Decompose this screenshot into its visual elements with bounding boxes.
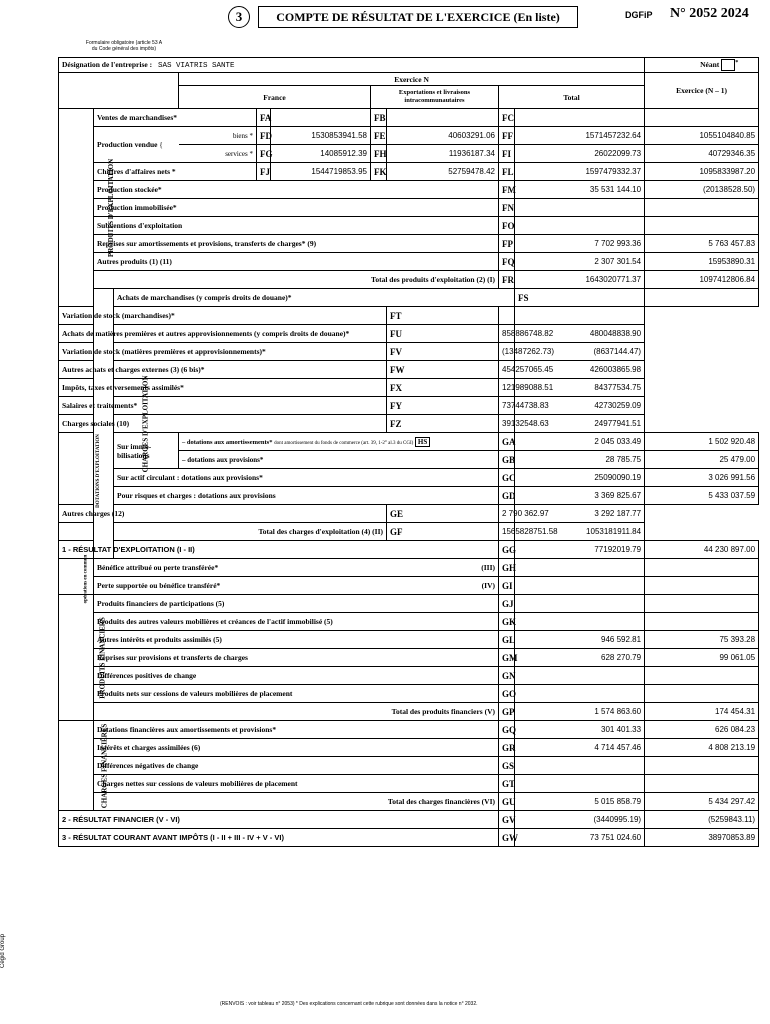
table-row: PRODUITS D'EXPLOITATION Ventes de marchandises* FA FB FC <box>59 109 759 127</box>
footer-note: (RENVOIS : voir tableau n° 2053) * Des explications concernant cette rubrique sont données dans la notice n° 2032. <box>220 1001 478 1007</box>
dotation-amortissements-label: – dotations aux amortissements* <box>182 438 273 446</box>
table-row: Charges sociales (10) FZ 39132548.63 24977941.51 <box>59 415 759 433</box>
total-row: Total des produits d'exploitation (2) (I) FR 1643020771.37 1097412806.84 <box>59 271 759 289</box>
legal-note <box>64 40 184 52</box>
table-row: Variation de stock (matières premières et approvisionnements)* FV (13487262.73) (8637144.47) <box>59 343 759 361</box>
category-produits-exploitation: PRODUITS D'EXPLOITATION <box>59 109 94 307</box>
designation-label: Désignation de l'entreprise : <box>62 60 153 69</box>
table-row: Salaires et traitements* FY 73744738.83 42730259.09 <box>59 397 759 415</box>
hs-code: HS <box>415 437 430 447</box>
table-row: Intérêts et charges assimilées (6) GR 4 714 457.46 4 808 213.19 <box>59 739 759 757</box>
neant-star: * <box>735 58 739 66</box>
category-operations-commun: opérations en commun <box>59 559 94 595</box>
form-number: N° 2052 2024 <box>670 6 749 21</box>
table-row: DOTATIONS D'EXPLOITATION Sur immo- bilisations – dotations aux amortissements* dont amortissement du fonds de commerce (art. 39, 1-2° al.3 du CGI) HS GA 2 045 033.49 1 502 920.48 <box>59 433 759 451</box>
table-row: CHARGES FINANCIÈRES Dotations financières aux amortissements et provisions* GQ 301 401.33 626 084.23 <box>59 721 759 739</box>
category-charges-exploitation: CHARGES D'EXPLOITATION <box>94 289 114 559</box>
neant-label: Néant <box>700 60 720 70</box>
table-row: Production immobilisée* FN <box>59 199 759 217</box>
table-row: Variation de stock (marchandises)* FT <box>59 307 759 325</box>
table-row: Autres intérêts et produits assimilés (5) GL 946 592.81 75 393.28 <box>59 631 759 649</box>
production-vendue-label: Production vendue { <box>94 127 179 163</box>
form-header <box>0 4 770 30</box>
category-produits-financiers: PRODUITS FINANCIERS <box>59 595 94 721</box>
result-row: 3 - RÉSULTAT COURANT AVANT IMPÔTS (I - II + III - IV + V - VI) GW 73 751 024.60 38970853.89 <box>59 829 759 847</box>
total-row: Total des charges d'exploitation (4) (II) GF 1565828751.58 1053181911.84 <box>59 523 759 541</box>
exercice-n-header: Exercice N <box>179 73 645 86</box>
table-row: Produits nets sur cessions de valeurs mobilières de placement GO <box>59 685 759 703</box>
table-row: Autres achats et charges externes (3) (6 bis)* FW 454257065.45 426003865.98 <box>59 361 759 379</box>
table-row: Autres charges (12) GE 2 790 362.97 3 292 187.77 <box>59 505 759 523</box>
table-row: Production stockée* FM 35 531 144.10 (20138528.50) <box>59 181 759 199</box>
row-label: Ventes de marchandises* <box>94 109 257 127</box>
table-row: Autres produits (1) (11) FQ 2 307 301.54 15953890.31 <box>59 253 759 271</box>
table-row: Reprises sur provisions et transferts de charges GM 628 270.79 99 061.05 <box>59 649 759 667</box>
designation-row <box>59 58 759 73</box>
fonds-commerce-note: dont amortissement du fonds de commerce (art. 39, 1-2° al.3 du CGI) <box>274 440 414 446</box>
previous-year-header: Exercice (N – 1) <box>645 73 759 109</box>
dgfip-logo: DGFiP <box>625 10 653 20</box>
table-row: Charges nettes sur cessions de valeurs mobilières de placement GT <box>59 775 759 793</box>
result-row: 2 - RÉSULTAT FINANCIER (V - VI) GV (3440995.19) (5259843.11) <box>59 811 759 829</box>
table-row: – dotations aux provisions* GB 28 785.75 25 479.00 <box>59 451 759 469</box>
table-row: PRODUITS FINANCIERS Produits financiers de participations (5) GJ <box>59 595 759 613</box>
table-row: Achats de matières premières et autres approvisionnements (y compris droits de douane)* FU 858886748.82 480048838.90 <box>59 325 759 343</box>
table-row: Subventions d'exploitation FO <box>59 217 759 235</box>
total-row: Total des charges financières (VI) GU 5 015 858.79 5 434 297.42 <box>59 793 759 811</box>
legal-note-line-1: Formulaire obligatoire (article 53 A <box>85 40 163 46</box>
table-row: Différences positives de change GN <box>59 667 759 685</box>
sur-immobilisations-label: Sur immo- bilisations <box>114 433 179 469</box>
table-row: opérations en commun Bénéfice attribué ou perte transférée* (III) GH <box>59 559 759 577</box>
table-row: Reprises sur amortissements et provisions, transferts de charges* (9) FP 7 702 993.36 5 763 457.83 <box>59 235 759 253</box>
company-name: SAS VIATRIS SANTE <box>157 62 235 70</box>
table-row: Différences négatives de change GS <box>59 757 759 775</box>
column-header-row-1 <box>59 73 759 86</box>
france-header: France <box>179 86 371 109</box>
table-row: Impôts, taxes et versements assimilés* FX 121989088.51 84377534.75 <box>59 379 759 397</box>
category-dotations: DOTATIONS D'EXPLOITATION <box>59 433 94 505</box>
table-row: Production vendue { biens * FD 1530853941.58 FE 40603291.06 FF 1571457232.64 1055104840.85 <box>59 127 759 145</box>
table-row: services * FG 14085912.39 FH 11936187.34 FI 26022099.73 40729346.35 <box>59 145 759 163</box>
category-charges-financieres: CHARGES FINANCIÈRES <box>59 721 94 811</box>
table-row: Produits des autres valeurs mobilières et créances de l'actif immobilisé (5) GK <box>59 613 759 631</box>
income-statement-table <box>58 57 759 847</box>
cegid-brand: Cegid Group <box>0 933 6 968</box>
table-row: Pour risques et charges : dotations aux provisions GD 3 369 825.67 5 433 037.59 <box>59 487 759 505</box>
export-header: Exportations et livraisons intracommunautaires <box>371 86 499 109</box>
table-row: Chiffres d'affaires nets * FJ 1544719853.95 FK 52759478.42 FL 1597479332.37 1095833987.20 <box>59 163 759 181</box>
neant-checkbox[interactable] <box>721 59 735 71</box>
result-row: 1 - RÉSULTAT D'EXPLOITATION (I - II) GG 77192019.79 44 230 897.00 <box>59 541 759 559</box>
total-header: Total <box>499 86 645 109</box>
table-row: Sur actif circulant : dotations aux provisions* GC 25090090.19 3 026 991.56 <box>59 469 759 487</box>
form-sequence-number: 3 <box>228 6 250 28</box>
page-title: COMPTE DE RÉSULTAT DE L'EXERCICE (En liste) <box>258 6 578 28</box>
legal-note-line-2: du Code général des impôts) <box>91 46 157 52</box>
table-row: Perte supportée ou bénéfice transféré* (IV) GI <box>59 577 759 595</box>
table-row: CHARGES D'EXPLOITATION Achats de marchandises (y compris droits de douane)* FS <box>59 289 759 307</box>
total-row: Total des produits financiers (V) GP 1 574 863.60 174 454.31 <box>59 703 759 721</box>
